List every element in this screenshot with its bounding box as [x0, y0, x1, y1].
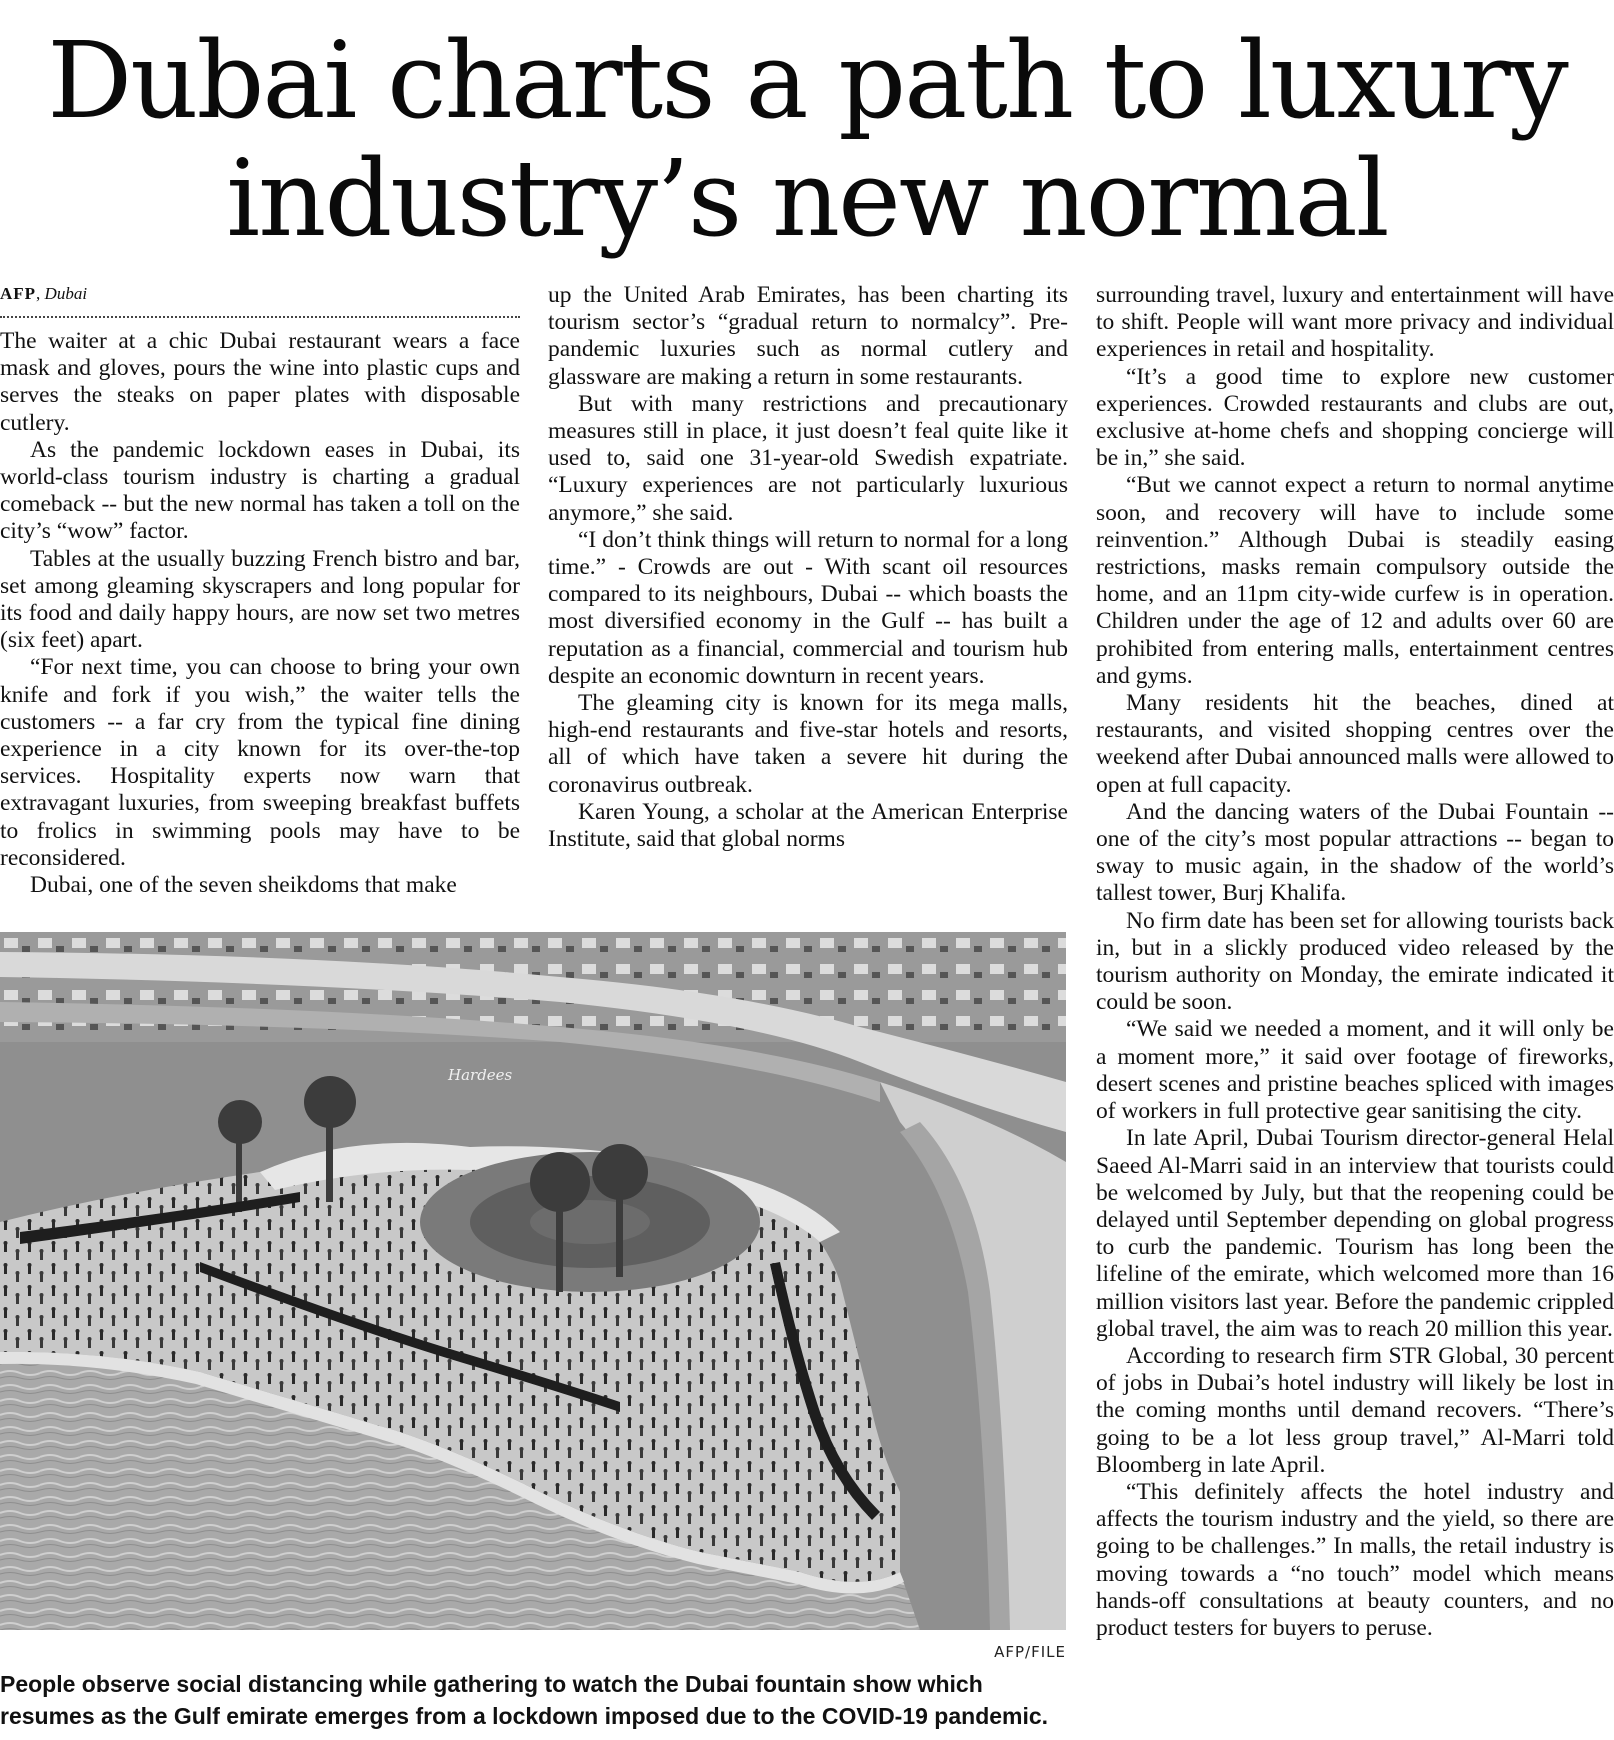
paragraph: No firm date has been set for allowing tourists back in, but in a slickly produced video released by the tourism authority on Monday, the emirate indicated it could be soon.: [1096, 907, 1614, 1016]
headline-line-1: Dubai charts a path to luxury: [47, 19, 1567, 142]
paragraph: “This definitely affects the hotel industry and affects the tourism industry and the yield, so there are going to be challenges.” In malls, the retail industry is moving towards a “no touch” model which means hands-off consultations at beauty counters, and no product testers for buyers to peruse.: [1096, 1478, 1614, 1641]
fountain-plaza-image: [0, 932, 1066, 1630]
headline: [0, 19, 1614, 260]
photo-sign-text: Hardees: [448, 1066, 513, 1084]
byline-agency: AFP: [0, 284, 37, 303]
paragraph: “It’s a good time to explore new customer experiences. Crowded restaurants and clubs are out, exclusive at-home chefs and shopping concierge will be in,” she said.: [1096, 363, 1614, 472]
article-column-1: [0, 282, 520, 899]
paragraph: Tables at the usually buzzing French bistro and bar, set among gleaming skyscrapers and long popular for its food and daily happy hours, are now set two metres (six feet) apart.: [0, 545, 520, 654]
paragraph: As the pandemic lockdown eases in Dubai, its world-class tourism industry is charting a gradual comeback -- but the new normal has taken a toll on the city’s “wow” factor.: [0, 436, 520, 545]
paragraph: Dubai, one of the seven sheikdoms that make: [30, 872, 457, 899]
article-column-3: [1096, 282, 1614, 1642]
news-photo: [0, 932, 1066, 1630]
paragraph: And the dancing waters of the Dubai Fountain -- one of the city’s most popular attractions -- began to sway to music again, in the shadow of the world’s tallest tower, Burj Khalifa.: [1096, 798, 1614, 907]
paragraph: The waiter at a chic Dubai restaurant wears a face mask and gloves, pours the wine into plastic cups and serves the steaks on paper plates with disposable cutlery.: [0, 328, 520, 436]
paragraph: “We said we needed a moment, and it will only be a moment more,” it said over footage of fireworks, desert scenes and pristine beaches spliced with images of workers in full protective gear sanitising the city.: [1096, 1016, 1614, 1125]
paragraph: “For next time, you can choose to bring your own knife and fork if you wish,” the waiter tells the customers -- a far cry from the typical fine dining experience in a city known for its over-the-top services. Hospitality experts now warn that extravagant luxuries, from sweeping breakfast buffets to frolics in swimming pools may have to be reconsidered.: [0, 654, 520, 871]
paragraph: up the United Arab Emirates, has been charting its tourism sector’s “gradual return to normalcy”. Pre-pandemic luxuries such as normal cutlery and glassware are making a return in some restaurants.: [548, 282, 1068, 390]
paragraph: In late April, Dubai Tourism director-general Helal Saeed Al-Marri said in an interview that tourists could be welcomed by July, but that the reopening could be delayed until September depending on global progress to curb the pandemic. Tourism has long been the lifeline of the emirate, which welcomed more than 16 million visitors last year. Before the pandemic crippled global travel, the aim was to reach 20 million this year.: [1096, 1125, 1614, 1342]
paragraph: “But we cannot expect a return to normal anytime soon, and recovery will have to include some reinvention.” Although Dubai is steadily easing restrictions, masks remain compulsory outside the home, and an 11pm city-wide curfew is in operation. Children under the age of 12 and adults over 60 are prohibited from entering malls, entertainment centres and gyms.: [1096, 472, 1614, 689]
paragraph: Karen Young, a scholar at the American Enterprise Institute, said that global norms: [548, 798, 1068, 853]
paragraph: Many residents hit the beaches, dined at restaurants, and visited shopping centres over the weekend after Dubai announced malls were allowed to open at full capacity.: [1096, 690, 1614, 798]
paragraph: surrounding travel, luxury and entertainment will have to shift. People will want more privacy and individual experiences in retail and hospitality.: [1096, 282, 1614, 363]
article-column-2: [548, 282, 1068, 853]
paragraph: The gleaming city is known for its mega malls, high-end restaurants and five-star hotels and resorts, all of which have taken a severe hit during the coronavirus outbreak.: [548, 690, 1068, 798]
photo-caption: People observe social distancing while gathering to watch the Dubai fountain show which resumes as the Gulf emirate emerges from a lockdown imposed due to the COVID-19 pandemic.: [0, 1671, 1049, 1729]
paragraph: According to research firm STR Global, 30 percent of jobs in Dubai’s hotel industry will likely be lost in the coming months until demand recovers. “There’s going to be a lot less group travel,” Al-Marri told Bloomberg in late April.: [1096, 1342, 1614, 1478]
byline-dateline: Dubai: [44, 284, 88, 303]
paragraph: But with many restrictions and precautionary measures still in place, it just doesn’t feal quite like it used to, said one 31-year-old Swedish expatriate. “Luxury experiences are not particularly luxurious anymore,” she said.: [548, 390, 1068, 526]
paragraph: “I don’t think things will return to normal for a long time.” - Crowds are out - With scant oil resources compared to its neighbours, Dubai -- which boasts the most diversified economy in the Gulf -- has built a reputation as a financial, commercial and tourism hub despite an economic downturn in recent years.: [548, 526, 1068, 689]
photo-credit: AFP/FILE: [994, 1643, 1066, 1661]
byline: AFP, Dubai: [0, 282, 520, 318]
headline-line-2: industry’s new normal: [226, 137, 1388, 260]
